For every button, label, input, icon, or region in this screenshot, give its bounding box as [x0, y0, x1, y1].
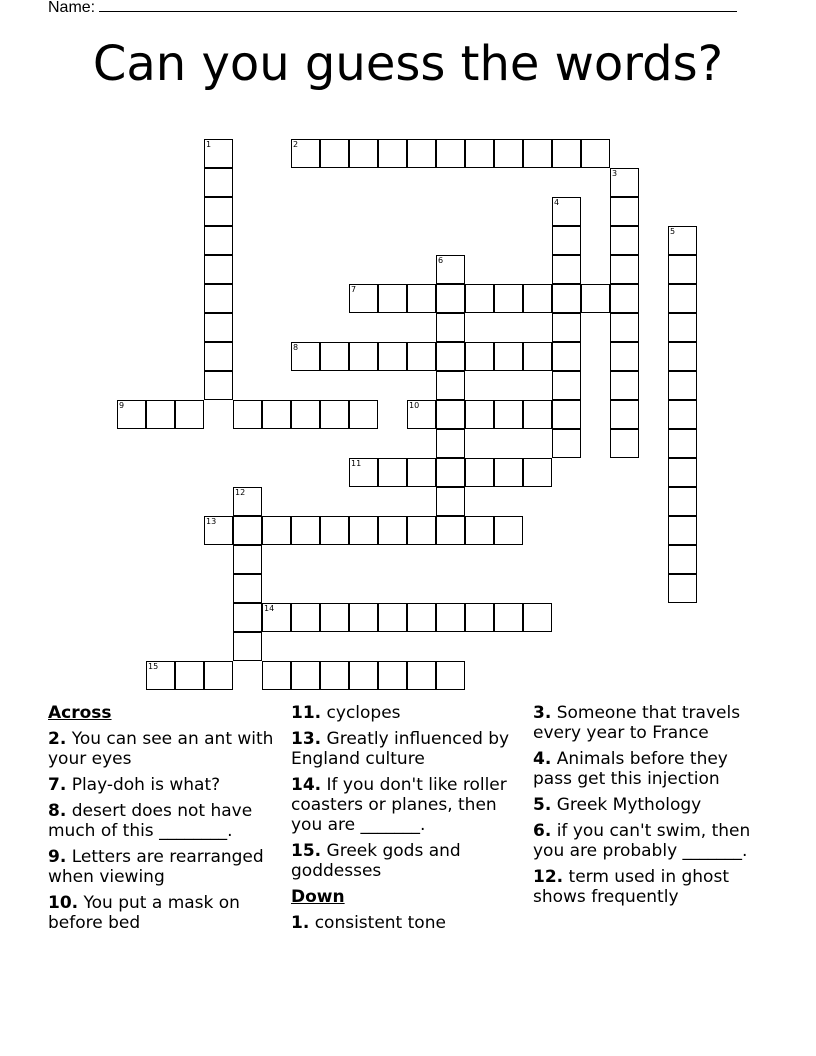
- grid-cell[interactable]: [610, 197, 639, 226]
- grid-cell[interactable]: [349, 516, 378, 545]
- grid-cell[interactable]: [436, 371, 465, 400]
- grid-cell[interactable]: [581, 139, 610, 168]
- grid-cell[interactable]: [204, 342, 233, 371]
- grid-cell[interactable]: [407, 603, 436, 632]
- grid-cell[interactable]: [204, 255, 233, 284]
- clue-down-12: [533, 867, 769, 907]
- clue-number: 13.: [291, 729, 322, 749]
- grid-cell[interactable]: [552, 139, 581, 168]
- grid-cell[interactable]: [668, 574, 697, 603]
- clue-across-11: [291, 703, 527, 723]
- clue-number: 9.: [48, 847, 67, 867]
- cell-number: 3: [612, 169, 618, 178]
- grid-cell[interactable]: [349, 458, 378, 487]
- grid-cell[interactable]: [552, 197, 581, 226]
- grid-cell[interactable]: [146, 400, 175, 429]
- grid-cell[interactable]: [610, 226, 639, 255]
- grid-cell[interactable]: [117, 400, 146, 429]
- grid-cell[interactable]: [175, 661, 204, 690]
- grid-cell[interactable]: [523, 139, 552, 168]
- grid-cell[interactable]: [175, 400, 204, 429]
- grid-cell[interactable]: [204, 313, 233, 342]
- down-heading: Down: [291, 887, 345, 907]
- grid-cell[interactable]: [436, 429, 465, 458]
- grid-cell[interactable]: [349, 661, 378, 690]
- grid-cell[interactable]: [320, 139, 349, 168]
- grid-cell[interactable]: [436, 487, 465, 516]
- grid-cell[interactable]: [407, 458, 436, 487]
- grid-cell[interactable]: [436, 516, 465, 545]
- grid-cell[interactable]: [494, 139, 523, 168]
- grid-cell[interactable]: [407, 284, 436, 313]
- clue-number: 12.: [533, 867, 564, 887]
- grid-cell[interactable]: [436, 313, 465, 342]
- clue-number: 11.: [291, 703, 322, 723]
- clue-text: Play-doh is what?: [71, 775, 221, 795]
- page-title: Can you guess the words?: [92, 36, 724, 92]
- cell-number: 1: [206, 140, 212, 149]
- grid-cell[interactable]: [668, 313, 697, 342]
- grid-cell[interactable]: [204, 226, 233, 255]
- grid-cell[interactable]: [204, 284, 233, 313]
- grid-cell[interactable]: [436, 342, 465, 371]
- grid-cell[interactable]: [552, 226, 581, 255]
- grid-cell[interactable]: [291, 516, 320, 545]
- grid-cell[interactable]: [610, 168, 639, 197]
- cell-number: 4: [554, 198, 560, 207]
- grid-cell[interactable]: [465, 342, 494, 371]
- grid-cell[interactable]: [436, 603, 465, 632]
- grid-cell[interactable]: [233, 400, 262, 429]
- grid-cell[interactable]: [523, 458, 552, 487]
- clue-across-13: [291, 729, 527, 769]
- grid-cell[interactable]: [610, 429, 639, 458]
- clue-text: You can see an ant with your eyes: [48, 729, 274, 769]
- clue-text: if you can't swim, then you are probably _______.: [533, 821, 751, 861]
- grid-cell[interactable]: [610, 284, 639, 313]
- grid-cell[interactable]: [523, 603, 552, 632]
- grid-cell[interactable]: [552, 400, 581, 429]
- cell-number: 6: [438, 256, 444, 265]
- grid-cell[interactable]: [407, 139, 436, 168]
- clue-across-8: [48, 801, 284, 841]
- grid-cell[interactable]: [494, 284, 523, 313]
- clue-text: Greek Mythology: [556, 795, 702, 815]
- grid-cell[interactable]: [494, 516, 523, 545]
- grid-cell[interactable]: [407, 400, 436, 429]
- grid-cell[interactable]: [349, 139, 378, 168]
- grid-cell[interactable]: [610, 255, 639, 284]
- cell-number: 10: [409, 401, 420, 410]
- grid-cell[interactable]: [378, 458, 407, 487]
- grid-cell[interactable]: [349, 603, 378, 632]
- clue-number: 10.: [48, 893, 79, 913]
- grid-cell[interactable]: [204, 197, 233, 226]
- grid-cell[interactable]: [465, 139, 494, 168]
- clue-down-4: [533, 749, 769, 789]
- grid-cell[interactable]: [291, 400, 320, 429]
- grid-cell[interactable]: [552, 429, 581, 458]
- clue-column-1: [48, 703, 284, 939]
- clue-across-7: [48, 775, 284, 795]
- grid-cell[interactable]: [465, 400, 494, 429]
- grid-cell[interactable]: [465, 284, 494, 313]
- grid-cell[interactable]: [233, 574, 262, 603]
- clue-column-2: [291, 703, 527, 939]
- grid-cell[interactable]: [320, 661, 349, 690]
- cell-number: 15: [148, 662, 159, 671]
- grid-cell[interactable]: [320, 342, 349, 371]
- clue-across-9: [48, 847, 284, 887]
- grid-cell[interactable]: [233, 632, 262, 661]
- cell-number: 14: [264, 604, 275, 613]
- grid-cell[interactable]: [262, 603, 291, 632]
- grid-cell[interactable]: [233, 545, 262, 574]
- grid-cell[interactable]: [610, 400, 639, 429]
- clue-number: 1.: [291, 913, 310, 933]
- clue-text: consistent tone: [314, 913, 446, 933]
- clue-text: Greek gods and goddesses: [291, 841, 461, 881]
- grid-cell[interactable]: [378, 342, 407, 371]
- clue-text: Greatly influenced by England culture: [291, 729, 510, 769]
- grid-cell[interactable]: [668, 342, 697, 371]
- name-label: Name:: [48, 0, 96, 16]
- grid-cell[interactable]: [378, 139, 407, 168]
- grid-cell[interactable]: [610, 313, 639, 342]
- clue-number: 15.: [291, 841, 322, 861]
- clue-number: 7.: [48, 775, 67, 795]
- grid-cell[interactable]: [581, 284, 610, 313]
- clue-text: term used in ghost shows frequently: [533, 867, 729, 907]
- grid-cell[interactable]: [349, 342, 378, 371]
- clue-across-10: [48, 893, 284, 933]
- grid-cell[interactable]: [552, 371, 581, 400]
- grid-cell[interactable]: [668, 487, 697, 516]
- grid-cell[interactable]: [668, 284, 697, 313]
- clue-text: Someone that travels every year to France: [533, 703, 741, 743]
- grid-cell[interactable]: [436, 139, 465, 168]
- clue-number: 5.: [533, 795, 552, 815]
- grid-cell[interactable]: [465, 603, 494, 632]
- clue-column-3: [533, 703, 769, 913]
- clue-text: If you don't like roller coasters or planes, then you are _______.: [291, 775, 507, 835]
- grid-cell[interactable]: [204, 371, 233, 400]
- clue-text: cyclopes: [326, 703, 401, 723]
- grid-cell[interactable]: [320, 516, 349, 545]
- grid-cell[interactable]: [204, 516, 233, 545]
- clue-text: Letters are rearranged when viewing: [48, 847, 264, 887]
- grid-cell[interactable]: [668, 400, 697, 429]
- grid-cell[interactable]: [465, 458, 494, 487]
- clue-number: 3.: [533, 703, 552, 723]
- grid-cell[interactable]: [523, 342, 552, 371]
- grid-cell[interactable]: [407, 516, 436, 545]
- cell-number: 2: [293, 140, 299, 149]
- grid-cell[interactable]: [610, 371, 639, 400]
- grid-cell[interactable]: [668, 255, 697, 284]
- cell-number: 13: [206, 517, 217, 526]
- grid-cell[interactable]: [262, 400, 291, 429]
- clue-across-15: [291, 841, 527, 881]
- grid-cell[interactable]: [436, 284, 465, 313]
- grid-cell[interactable]: [668, 429, 697, 458]
- grid-cell[interactable]: [204, 168, 233, 197]
- grid-cell[interactable]: [465, 516, 494, 545]
- grid-cell[interactable]: [552, 313, 581, 342]
- grid-cell[interactable]: [552, 342, 581, 371]
- clue-down-1: [291, 913, 527, 933]
- grid-cell[interactable]: [436, 661, 465, 690]
- cell-number: 11: [351, 459, 362, 468]
- grid-cell[interactable]: [668, 371, 697, 400]
- clue-down-3: [533, 703, 769, 743]
- grid-cell[interactable]: [291, 661, 320, 690]
- grid-cell[interactable]: [262, 661, 291, 690]
- grid-cell[interactable]: [378, 284, 407, 313]
- grid-cell[interactable]: [233, 603, 262, 632]
- grid-cell[interactable]: [668, 458, 697, 487]
- clue-number: 2.: [48, 729, 67, 749]
- cell-number: 9: [119, 401, 125, 410]
- grid-cell[interactable]: [552, 284, 581, 313]
- grid-cell[interactable]: [204, 139, 233, 168]
- grid-cell[interactable]: [436, 458, 465, 487]
- clue-number: 6.: [533, 821, 552, 841]
- grid-cell[interactable]: [262, 516, 291, 545]
- grid-cell[interactable]: [494, 342, 523, 371]
- cell-number: 5: [670, 227, 676, 236]
- cell-number: 8: [293, 343, 299, 352]
- grid-cell[interactable]: [233, 516, 262, 545]
- clue-number: 8.: [48, 801, 67, 821]
- grid-cell[interactable]: [407, 342, 436, 371]
- grid-cell[interactable]: [494, 400, 523, 429]
- grid-cell[interactable]: [668, 226, 697, 255]
- clue-down-5: [533, 795, 769, 815]
- grid-cell[interactable]: [349, 400, 378, 429]
- grid-cell[interactable]: [146, 661, 175, 690]
- grid-cell[interactable]: [668, 545, 697, 574]
- clue-down-6: [533, 821, 769, 861]
- cell-number: 12: [235, 488, 246, 497]
- grid-cell[interactable]: [378, 603, 407, 632]
- clue-across-14: [291, 775, 527, 835]
- grid-cell[interactable]: [291, 603, 320, 632]
- grid-cell[interactable]: [233, 487, 262, 516]
- clue-text: desert does not have much of this ________.: [48, 801, 253, 841]
- grid-cell[interactable]: [610, 342, 639, 371]
- grid-cell[interactable]: [494, 458, 523, 487]
- grid-cell[interactable]: [436, 255, 465, 284]
- grid-cell[interactable]: [494, 603, 523, 632]
- clue-number: 14.: [291, 775, 322, 795]
- grid-cell[interactable]: [436, 400, 465, 429]
- grid-cell[interactable]: [291, 139, 320, 168]
- across-heading: Across: [48, 703, 112, 723]
- grid-cell[interactable]: [668, 516, 697, 545]
- grid-cell[interactable]: [204, 661, 233, 690]
- grid-cell[interactable]: [320, 400, 349, 429]
- grid-cell[interactable]: [523, 400, 552, 429]
- grid-cell[interactable]: [291, 342, 320, 371]
- grid-cell[interactable]: [378, 661, 407, 690]
- grid-cell[interactable]: [523, 284, 552, 313]
- clue-number: 4.: [533, 749, 552, 769]
- grid-cell[interactable]: [349, 284, 378, 313]
- cell-number: 7: [351, 285, 357, 294]
- clue-text: Animals before they pass get this injection: [533, 749, 728, 789]
- clue-across-2: [48, 729, 284, 769]
- grid-cell[interactable]: [378, 516, 407, 545]
- grid-cell[interactable]: [552, 255, 581, 284]
- grid-cell[interactable]: [407, 661, 436, 690]
- grid-cell[interactable]: [320, 603, 349, 632]
- clue-text: You put a mask on before bed: [48, 893, 240, 933]
